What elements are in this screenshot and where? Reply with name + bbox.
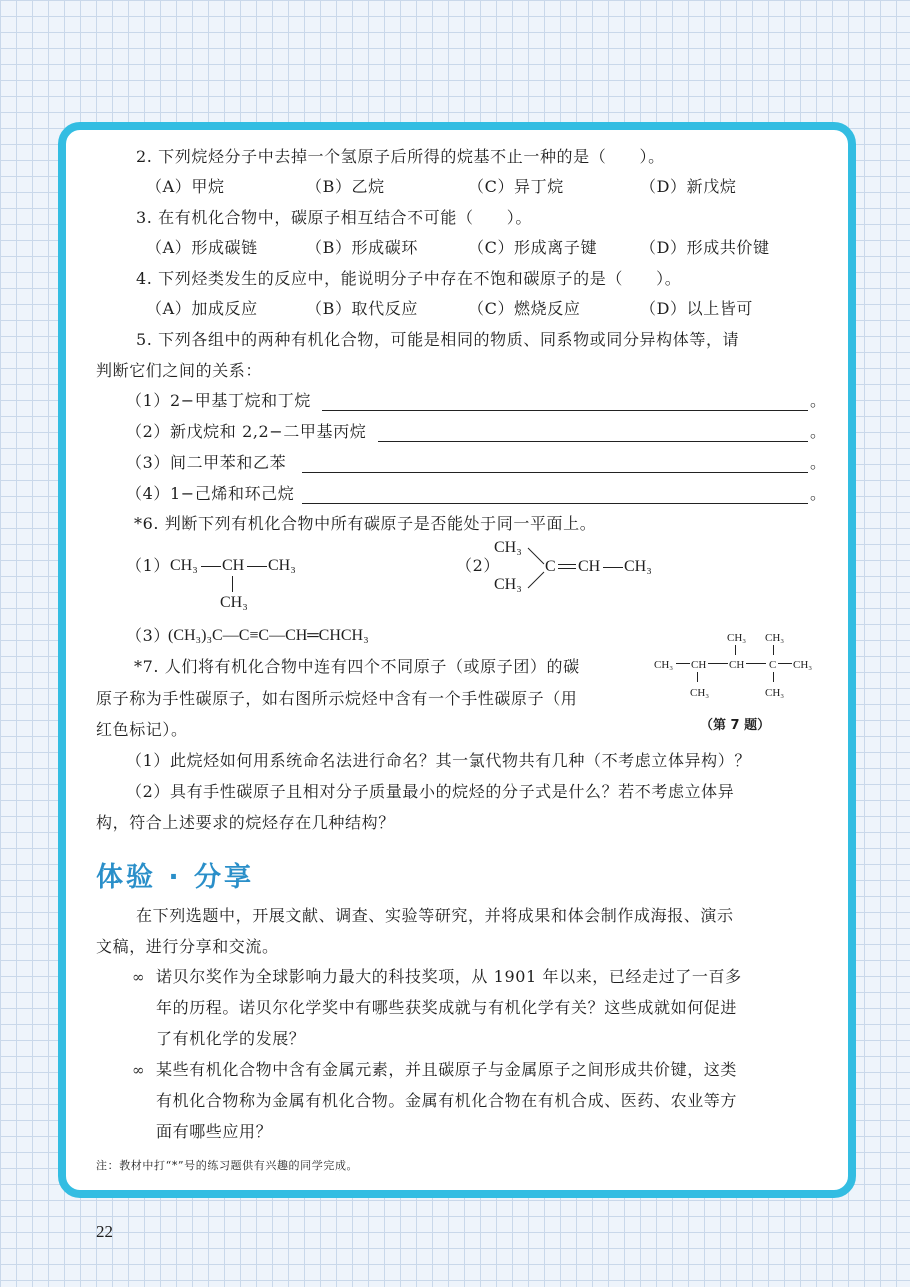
q6-s2-ch3-bottom: CH₃ [494,576,522,593]
q5-end-mark-1: 。 [810,391,827,410]
share-intro-line1: 在下列选题中，开展文献、调查、实验等研究，并将成果和体会制作成海报、演示 [136,906,734,925]
q6-s2-bonds [526,546,546,590]
q7-ch-1: CH [691,659,707,671]
q7-line1: *7. 人们将有机化合物中连有四个不同原子（或原子团）的碳 [134,657,580,676]
q2-stem: 2. 下列烷烃分子中去掉一个氢原子后所得的烷基不止一种的是（ ）。 [136,147,665,166]
q7-bond-up-1 [735,645,736,655]
q6-s2-ch3-end: CH₃ [624,558,652,575]
q2-option-b: （B）乙烷 [306,177,385,196]
q6-formula-3: (CH₃)₃C—C≡C—CH═CHCH₃ [168,627,369,644]
q3-option-b: （B）形成碳环 [306,238,418,257]
q6-s2-c: C [545,558,556,575]
share-item1-line3: 了有机化学的发展？ [156,1029,306,1048]
q7-sub2-line2: 构，符合上述要求的烷烃存在几种结构？ [96,813,395,832]
share-item2-line3: 面有哪些应用？ [156,1122,273,1141]
q5-end-mark-2: 。 [810,422,827,441]
q4-option-d: （D）以上皆可 [640,299,754,318]
q6-s1-ch3-right: CH₃ [268,557,296,574]
q5-stem-line1: 5. 下列各组中的两种有机化合物，可能是相同的物质、同系物或同分异构体等，请 [136,330,740,349]
q5-end-mark-3: 。 [810,453,827,472]
q7-bond-down-2 [773,672,774,682]
footnote: 注：教材中打“*”号的练习题供有兴趣的同学完成。 [96,1159,359,1172]
q6-s1-ch: CH [222,557,245,574]
share-section-title: 体验 · 分享 [96,862,255,893]
q5-answer-line-4[interactable] [302,503,808,504]
q4-option-c: （C）燃烧反应 [468,299,581,318]
q4-option-b: （B）取代反应 [306,299,418,318]
q5-end-mark-4: 。 [810,484,827,503]
q7-sub2-line1: （2）具有手性碳原子且相对分子质量最小的烷烃的分子式是什么？若不考虑立体异 [126,782,735,801]
q2-option-c: （C）异丁烷 [468,177,564,196]
q5-item-3: （3）间二甲苯和乙苯 [126,453,287,472]
page-number: 22 [96,1222,113,1241]
q5-item-1: （1）2−甲基丁烷和丁烷 [126,391,311,410]
q6-s2-single-bond [603,567,623,568]
q5-item-2: （2）新戊烷和 2,2−二甲基丙烷 [126,422,367,441]
q6-s1-bond-left [201,566,221,567]
q6-s1-bond-right [247,566,267,567]
q5-item-4: （4）1−己烯和环己烷 [126,484,295,503]
q6-s1-ch3-bottom: CH₃ [220,594,248,611]
q6-stem: *6. 判断下列有机化合物中所有碳原子是否能处于同一平面上。 [134,514,597,533]
q2-option-a: （A）甲烷 [146,177,225,196]
q3-option-a: （A）形成碳链 [146,238,258,257]
share-intro-line2: 文稿，进行分享和交流。 [96,937,279,956]
q7-figure-caption: （第 7 题） [700,718,771,733]
q7-ch3-right: CH₃ [793,659,813,671]
q6-s2-ch: CH [578,558,601,575]
q6-label-1: （1） [126,556,170,575]
q7-ch3-bottom-2: CH₃ [765,687,785,699]
q5-answer-line-3[interactable] [302,472,808,473]
q6-s1-bond-down [232,576,233,592]
q7-ch3-left: CH₃ [654,659,674,671]
q6-s1-ch3-left: CH₃ [170,557,198,574]
share-item1-line1: 诺贝尔奖作为全球影响力最大的科技奖项，从 1901 年以来，已经走过了一百多 [156,967,742,986]
q4-option-a: （A）加成反应 [146,299,258,318]
q7-ch3-top-1: CH₃ [727,632,747,644]
q7-line3: 红色标记）。 [96,720,188,739]
q5-answer-line-2[interactable] [378,441,808,442]
q6-label-3: （3） [126,626,170,645]
q4-stem: 4. 下列烃类发生的反应中，能说明分子中存在不饱和碳原子的是（ ）。 [136,269,682,288]
q5-stem-line2: 判断它们之间的关系： [96,361,263,380]
share-item2-line1: 某些有机化合物中含有金属元素，并且碳原子与金属原子之间形成共价键，这类 [156,1060,738,1079]
q7-sub1: （1）此烷烃如何用系统命名法进行命名？其一氯代物共有几种（不考虑立体异构）？ [126,751,751,770]
q7-bond-b [708,663,728,664]
q6-label-2: （2） [456,556,500,575]
q7-bond-c [746,663,766,664]
q7-line2: 原子称为手性碳原子，如右图所示烷烃中含有一个手性碳原子（用 [96,689,578,708]
q6-s2-double-bond [558,564,576,569]
q7-c-quaternary: C [769,659,777,671]
q3-option-c: （C）形成离子键 [468,238,598,257]
q7-bond-down-1 [697,672,698,682]
q2-option-d: （D）新戊烷 [640,177,737,196]
q7-ch3-bottom-1: CH₃ [690,687,710,699]
q3-stem: 3. 在有机化合物中，碳原子相互结合不可能（ ）。 [136,208,532,227]
q7-bond-d [778,663,792,664]
share-item2-line2: 有机化合物称为金属有机化合物。金属有机化合物在有机合成、医药、农业等方 [156,1091,738,1110]
link-icon: ∞ [132,968,145,986]
q5-answer-line-1[interactable] [322,410,808,411]
q3-option-d: （D）形成共价键 [640,238,770,257]
share-item1-line2: 年的历程。诺贝尔化学奖中有哪些获奖成就与有机化学有关？这些成就如何促进 [156,998,738,1017]
link-icon: ∞ [132,1061,145,1079]
q7-bond-a [676,663,690,664]
q7-bond-up-2 [773,645,774,655]
q7-ch3-top-2: CH₃ [765,632,785,644]
q6-s2-ch3-top: CH₃ [494,539,522,556]
q7-ch-chiral: CH [729,659,745,671]
